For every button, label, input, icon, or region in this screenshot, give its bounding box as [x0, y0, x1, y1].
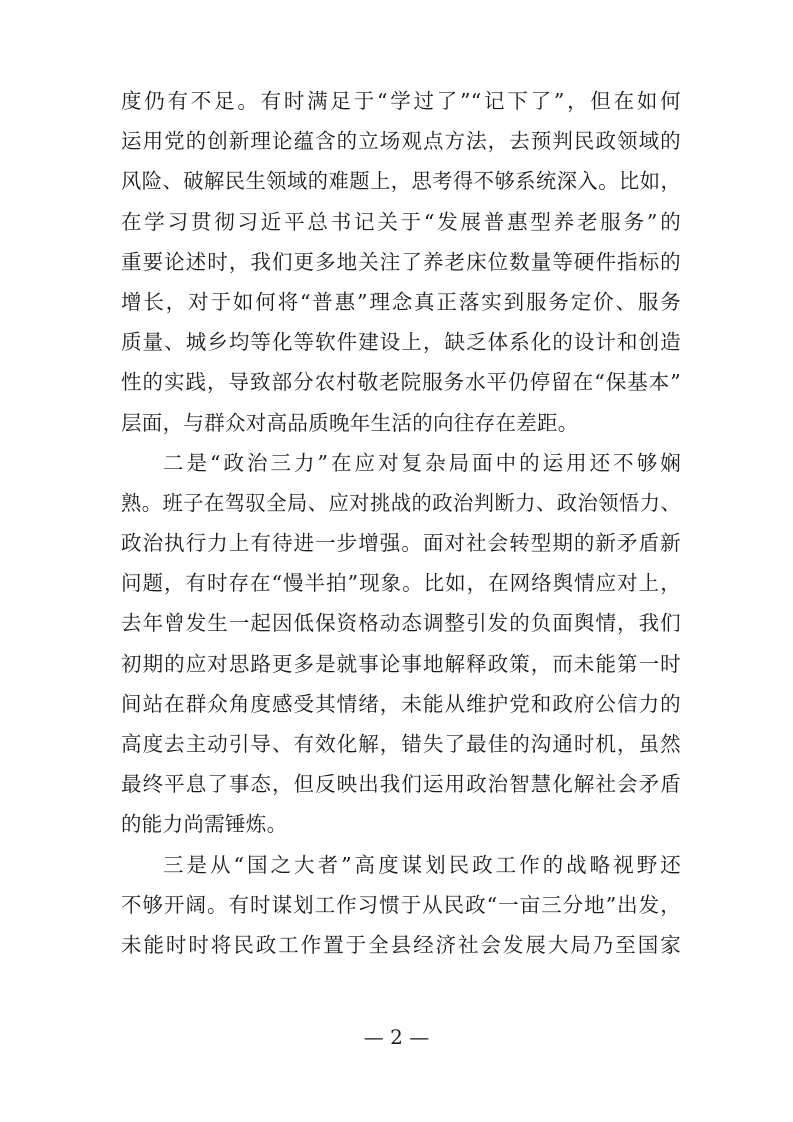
text-line: 质量、城乡均等化等软件建设上，缺乏体系化的设计和创造: [121, 330, 681, 355]
text-line: 增长，对于如何将“普惠”理念真正落实到服务定价、服务: [121, 289, 681, 314]
text-line: 政治执行力上有待进一步增强。面对社会转型期的新矛盾新: [121, 531, 681, 556]
text-line: 三是从“国之大者”高度谋划民政工作的战略视野还: [163, 852, 681, 877]
text-line: 高度去主动引导、有效化解，错失了最佳的沟通时机，虽然: [121, 732, 681, 756]
text-line: 重要论述时，我们更多地关注了养老床位数量等硬件指标的: [121, 249, 681, 274]
text-line: 去年曾发生一起因低保资格动态调整引发的负面舆情，我们: [121, 611, 681, 636]
text-line: 风险、破解民生领域的难题上，思考得不够系统深入。比如，: [121, 169, 681, 194]
text-line: 运用党的创新理论蕴含的立场观点方法，去预判民政领域的: [121, 129, 681, 154]
text-line: 间站在群众角度感受其情绪，未能从维护党和政府公信力的: [121, 691, 681, 716]
text-line: 度仍有不足。有时满足于“学过了”“记下了”，但在如何: [121, 89, 681, 113]
page-number: — 2 —: [363, 1025, 430, 1049]
text-line: 最终平息了事态，但反映出我们运用政治智慧化解社会矛盾: [121, 772, 681, 797]
text-line: 熟。班子在驾驭全局、应对挑战的政治判断力、政治领悟力、: [121, 490, 681, 515]
text-line: 二是“政治三力”在应对复杂局面中的运用还不够娴: [163, 450, 681, 475]
text-line: 在学习贯彻习近平总书记关于“发展普惠型养老服务”的: [121, 209, 681, 234]
text-line: 层面，与群众对高品质晚年生活的向往存在差距。: [121, 410, 579, 435]
body-text: [121, 81, 681, 965]
text-line: 性的实践，导致部分农村敬老院服务水平仍停留在“保基本”: [121, 370, 681, 395]
text-line: 的能力尚需锤炼。: [121, 812, 288, 837]
text-line: 未能时时将民政工作置于全县经济社会发展大局乃至国家: [121, 932, 681, 957]
text-line: 不够开阔。有时谋划工作习惯于从民政“一亩三分地”出发，: [121, 892, 681, 917]
text-line: 初期的应对思路更多是就事论事地解释政策，而未能第一时: [121, 651, 681, 676]
text-line: 问题，有时存在“慢半拍”现象。比如，在网络舆情应对上，: [121, 571, 681, 596]
